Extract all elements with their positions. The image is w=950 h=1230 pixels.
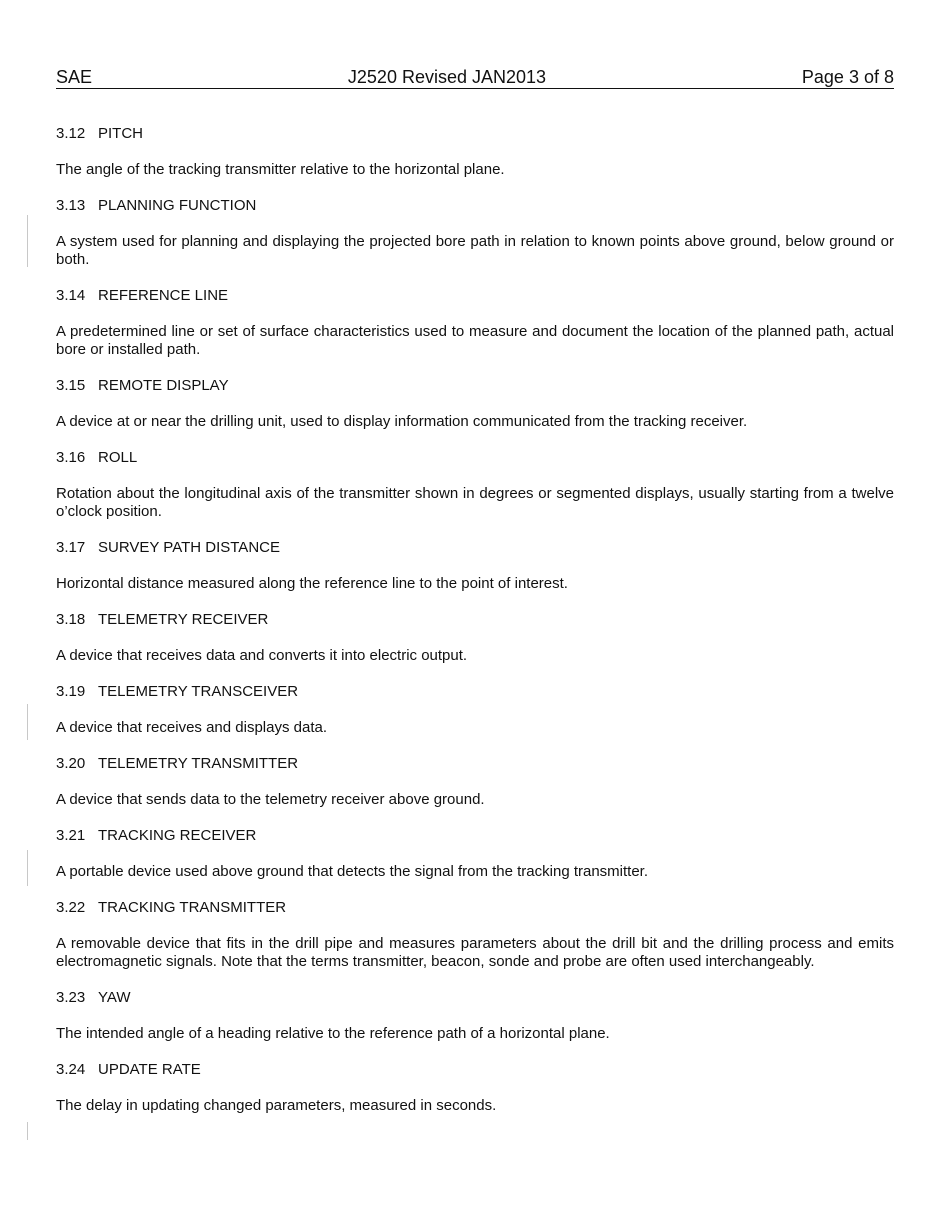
section-definition: The angle of the tracking transmitter relative to the horizontal plane. xyxy=(56,161,505,178)
header-page-number: Page 3 of 8 xyxy=(801,67,894,87)
definition-section xyxy=(56,827,894,881)
section-heading xyxy=(56,899,894,917)
change-bar xyxy=(27,704,28,740)
section-term: REMOTE DISPLAY xyxy=(98,377,229,394)
section-heading xyxy=(56,449,894,467)
header-organization: SAE xyxy=(56,67,93,87)
definition-section xyxy=(56,755,894,809)
definition-section xyxy=(56,197,894,269)
section-heading xyxy=(56,827,894,845)
definition-section xyxy=(56,449,894,521)
document-page xyxy=(56,66,894,1133)
section-definition: The delay in updating changed parameters, measured in seconds. xyxy=(56,1097,497,1114)
section-definition: A removable device that fits in the drill pipe and measures parameters about the drill bit and the drilling process and emits electromagnetic signals. Note that the terms transmitter, beacon, sonde and probe are often used interchangeably. xyxy=(56,935,894,970)
definition-section xyxy=(56,611,894,665)
section-term: TELEMETRY TRANSMITTER xyxy=(98,755,299,772)
definition-section xyxy=(56,899,894,971)
section-number: 3.14 xyxy=(56,287,86,304)
section-term: REFERENCE LINE xyxy=(98,287,229,304)
section-number: 3.24 xyxy=(56,1061,86,1078)
section-number: 3.23 xyxy=(56,989,86,1006)
definition-section xyxy=(56,377,894,431)
section-definition: A predetermined line or set of surface characteristics used to measure and document the location of the planned path, actual bore or installed path. xyxy=(56,323,894,358)
section-term: TRACKING RECEIVER xyxy=(98,827,257,844)
section-heading xyxy=(56,197,894,215)
section-term: TRACKING TRANSMITTER xyxy=(98,899,287,916)
section-definition: Rotation about the longitudinal axis of the transmitter shown in degrees or segmented displays, usually starting from a twelve o’clock position. xyxy=(56,485,894,520)
section-term: PITCH xyxy=(98,125,143,142)
section-number: 3.12 xyxy=(56,125,86,142)
section-heading xyxy=(56,989,894,1007)
section-number: 3.20 xyxy=(56,755,86,772)
definition-section xyxy=(56,539,894,593)
definition-section xyxy=(56,989,894,1043)
change-bar xyxy=(27,850,28,886)
section-heading xyxy=(56,1061,894,1079)
section-number: 3.21 xyxy=(56,827,86,844)
section-term: ROLL xyxy=(98,449,138,466)
section-heading xyxy=(56,611,894,629)
section-definition: The intended angle of a heading relative to the reference path of a horizontal plane. xyxy=(56,1025,610,1042)
section-number: 3.18 xyxy=(56,611,86,628)
page-header xyxy=(56,66,894,89)
section-term: YAW xyxy=(98,989,131,1006)
definition-section xyxy=(56,125,894,179)
section-term: PLANNING FUNCTION xyxy=(98,197,257,214)
section-definition: A device that receives and displays data. xyxy=(56,719,327,736)
change-bar xyxy=(27,215,28,267)
section-definition: A device that receives data and converts it into electric output. xyxy=(56,647,468,664)
section-term: TELEMETRY TRANSCEIVER xyxy=(98,683,299,700)
section-term: SURVEY PATH DISTANCE xyxy=(98,539,280,556)
change-bar xyxy=(27,1122,28,1140)
section-heading xyxy=(56,755,894,773)
section-number: 3.16 xyxy=(56,449,86,466)
section-number: 3.19 xyxy=(56,683,86,700)
section-number: 3.15 xyxy=(56,377,86,394)
definition-section xyxy=(56,287,894,359)
section-definition: A system used for planning and displaying the projected bore path in relation to known points above ground, below ground or both. xyxy=(56,233,894,268)
definition-section xyxy=(56,683,894,737)
section-number: 3.17 xyxy=(56,539,86,556)
section-heading xyxy=(56,683,894,701)
header-document-id: J2520 Revised JAN2013 xyxy=(347,67,547,87)
section-heading xyxy=(56,539,894,557)
section-number: 3.13 xyxy=(56,197,86,214)
section-heading xyxy=(56,377,894,395)
section-term: UPDATE RATE xyxy=(98,1061,201,1078)
section-number: 3.22 xyxy=(56,899,86,916)
section-definition: A device that sends data to the telemetry receiver above ground. xyxy=(56,791,485,808)
section-definition: A portable device used above ground that detects the signal from the tracking transmitter. xyxy=(56,863,649,880)
section-definition: A device at or near the drilling unit, used to display information communicated from the tracking receiver. xyxy=(56,413,748,430)
definition-section xyxy=(56,1061,894,1115)
section-term: TELEMETRY RECEIVER xyxy=(98,611,269,628)
section-heading xyxy=(56,287,894,305)
section-heading xyxy=(56,125,894,143)
section-definition: Horizontal distance measured along the reference line to the point of interest. xyxy=(56,575,568,592)
definitions-list xyxy=(56,125,894,1115)
